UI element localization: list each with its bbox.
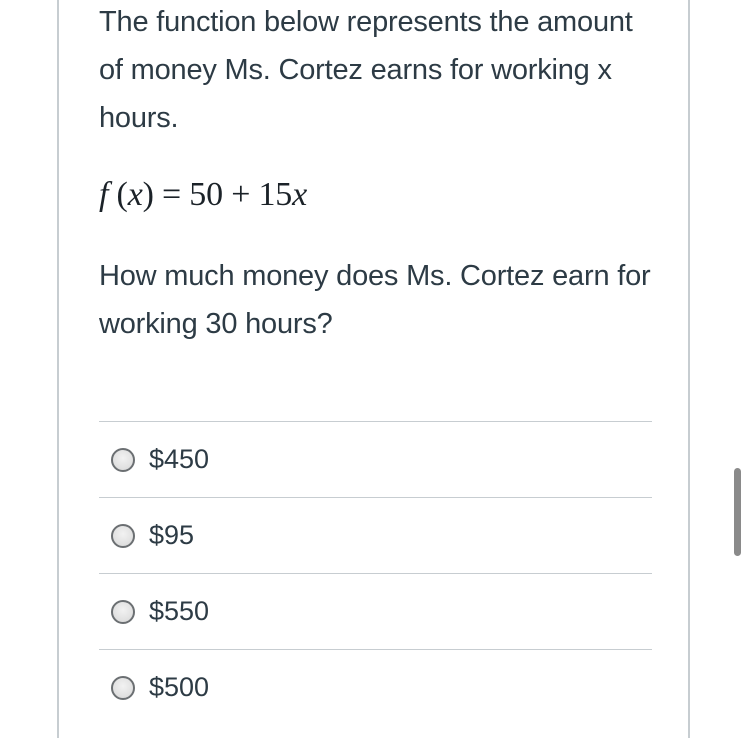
question-body: [99, 0, 659, 348]
answer-list: [99, 421, 652, 725]
answer-option-2[interactable]: [99, 497, 652, 573]
formula-open-paren: (: [108, 176, 128, 213]
radio-button-icon[interactable]: [111, 676, 135, 700]
radio-button-icon[interactable]: [111, 600, 135, 624]
answer-label: $95: [149, 520, 195, 550]
question-card: [57, 0, 690, 738]
answer-label: $550: [149, 596, 210, 626]
formula-variable: x: [127, 176, 143, 213]
answer-option-1[interactable]: [99, 421, 652, 497]
formula-right-side: ) = 50 + 15: [142, 176, 293, 213]
formula-rhs-variable: x: [292, 176, 307, 213]
radio-button-icon[interactable]: [111, 524, 135, 548]
answer-label: $450: [149, 444, 210, 474]
answer-option-3[interactable]: [99, 573, 652, 649]
radio-button-icon[interactable]: [111, 448, 135, 472]
answer-label: $500: [149, 672, 210, 702]
function-formula: [99, 168, 659, 222]
answer-option-4[interactable]: [99, 649, 652, 725]
formula-function-name: f: [99, 176, 109, 213]
question-prompt: How much money does Ms. Cortez earn for working 30 hours?: [99, 260, 651, 340]
question-intro: The function below represents the amount of money Ms. Cortez earns for working x hours.: [99, 6, 633, 134]
scrollbar-thumb[interactable]: [734, 468, 741, 556]
